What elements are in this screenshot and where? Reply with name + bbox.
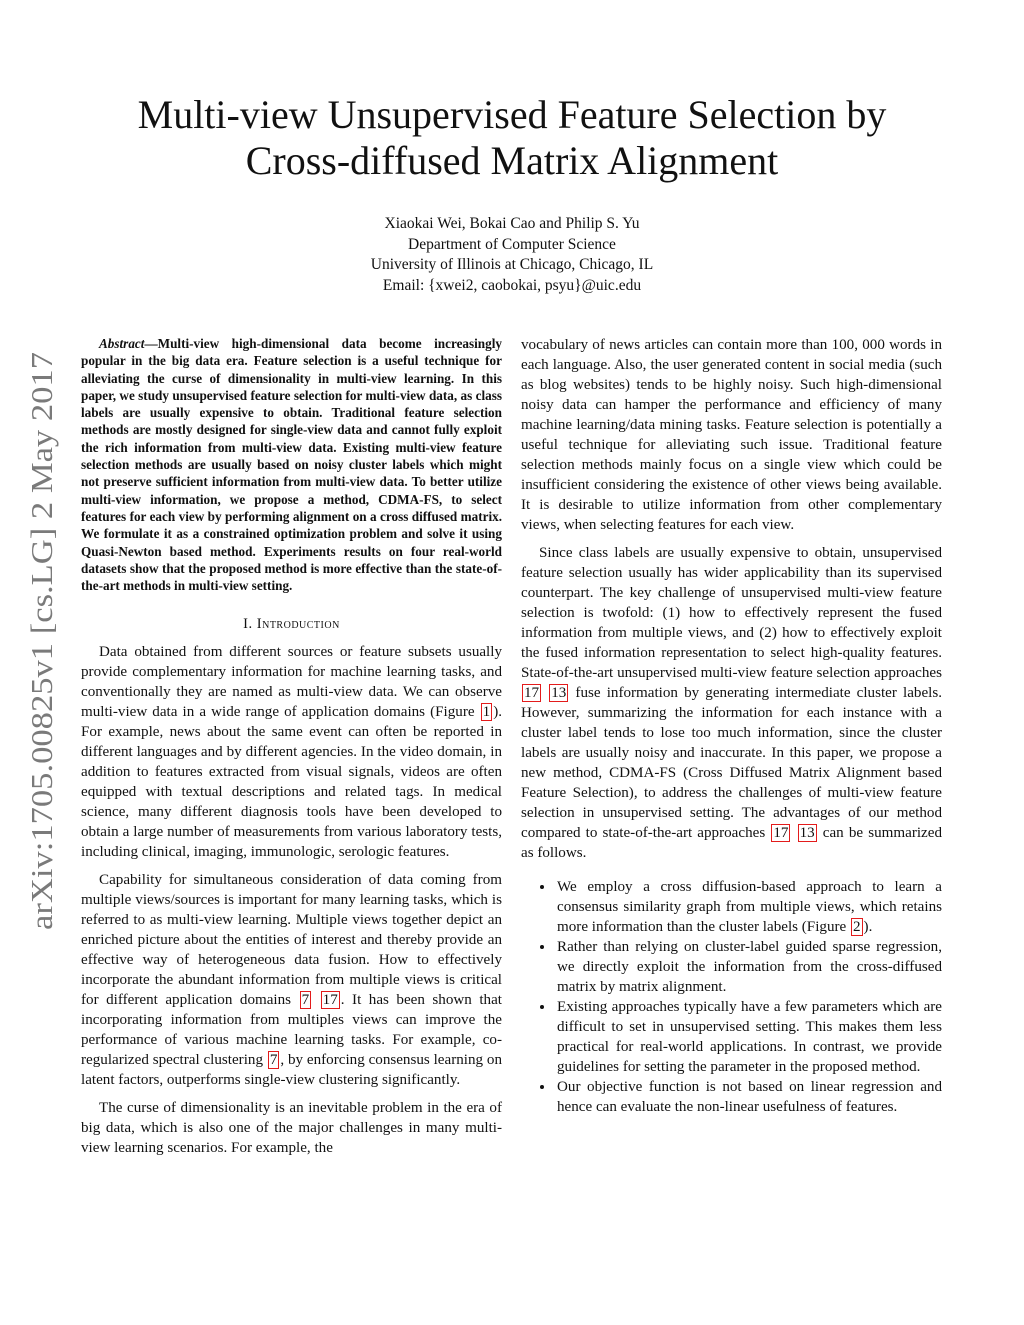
text-run: Rather than relying on cluster-label guided sparse regression, we directly exploit the information from the cross-diffused matrix by matrix alignment. <box>557 939 942 995</box>
text-run: can be summarized as follows. <box>521 825 943 861</box>
citation-link[interactable]: 17 <box>322 992 338 1009</box>
abstract-label: Abstract <box>99 336 145 351</box>
list-item <box>555 877 942 937</box>
abstract-text: —Multi-view high-dimensional data become increasingly popular in the big data era. Feature selection is a useful technique for alleviating the curse of dimensionality in multi-view learning. In this paper, we study unsupervised feature selection for multi-view data, as class labels are usually expensive to obtain. Traditional feature selection methods are mostly designed for single-view data and cannot fully exploit the rich information from multi-view data. Existing multi-view feature selection methods are usually based on noisy cluster labels which might not preserve sufficient information from multi-view data. To better utilize multi-view information, we propose a method, CDMA-FS, to select features for each view by performing alignment on a cross diffused matrix. We formulate it as a constrained optimization problem and solve it using Quasi-Newton based method. Experiments results on four real-world datasets show that the proposed method is more effective than the state-of-the-art methods in multi-view setting. <box>81 336 502 594</box>
contributions-list <box>521 877 942 1117</box>
text-run: . It has been shown that incorporating information from multiples views can improve the performance of various machine learning tasks. For example, co-regularized spectral clustering <box>81 992 502 1069</box>
intro-paragraph-4 <box>521 543 942 863</box>
section-title: Introduction <box>256 616 340 633</box>
author-names: Xiaokai Wei, Bokai Cao and Philip S. Yu <box>384 215 640 232</box>
paper-title <box>60 92 964 184</box>
citation-link[interactable]: 13 <box>551 685 567 701</box>
right-column <box>521 335 942 1117</box>
text-run: Our objective function is not based on linear regression and hence can evaluate the non-linear usefulness of features. <box>557 1079 942 1115</box>
arxiv-identifier-svg <box>20 350 60 930</box>
text-run: fuse information by generating intermediate cluster labels. However, summarizing the information for each instance with a cluster label tends to lose too much information, since the cluster labels are usually noisy and inaccurate. In this paper, we propose a new method, CDMA-FS (Cross Diffused Matrix Alignment based Feature Selection), to address the challenges of multi-view feature selection in unsupervised setting. The advantages of our method compared to state-of-the-art approaches <box>521 685 942 841</box>
figure-ref-link[interactable]: 1 <box>482 704 491 721</box>
citation-link[interactable]: 7 <box>269 1052 278 1069</box>
arxiv-identifier-text: arXiv:1705.00825v1 [cs.LG] 2 May 2017 <box>24 411 59 930</box>
intro-paragraph-3: The curse of dimensionality is an inevitable problem in the era of big data, which is also one of the major challenges in many multi-view learning scenarios. For example, the <box>81 1100 502 1157</box>
author-department: Department of Computer Science <box>408 235 616 253</box>
list-item <box>555 997 942 1077</box>
text-run: ). <box>863 919 873 935</box>
citation-link[interactable]: 7 <box>301 992 310 1009</box>
text-run: Capability for simultaneous consideration of data coming from multiple views/sources is important for many learning tasks, which is referred to as multi-view learning. Multiple views together depict an enriched picture about the entities of interest and thereby provide an effective way of heterogeneous data fusion. How to effectively incorporate the abundant information from multiple views is critical for different application domains <box>81 872 502 1009</box>
list-item <box>555 937 942 997</box>
intro-paragraph-3-cont: vocabulary of news articles can contain more than 100, 000 words in each language. Also, the user generated content in social media (such as blog websites) tends to be highly noisy. Such high-dimensional noisy data can hamper the performance and efficiency of many machine learning/data mining tasks. Feature selection is potentially a useful technique for alleviating such issue. Traditional feature selection methods mainly focus on a single view which could be insufficient considering the existence of other views being available. It is desirable to utilize information from other complementary views, when selecting features for each view. <box>521 337 942 533</box>
intro-paragraph-1 <box>81 642 502 862</box>
text-run: Data obtained from different sources or feature subsets usually provide complementary information for machine learning tasks, and conventionally they are named as multi-view data. We can observe multi-view data in a wide range of application domains (Figure <box>81 644 502 721</box>
section-heading-introduction <box>81 614 502 634</box>
citation-link[interactable]: 17 <box>773 825 789 841</box>
author-email: Email: {xwei2, caobokai, psyu}@uic.edu <box>382 276 642 294</box>
citation-link[interactable]: 17 <box>524 685 540 701</box>
section-number: I. <box>243 616 253 633</box>
title-line-2: Cross-diffused Matrix Alignment <box>245 138 779 183</box>
abstract <box>81 335 502 594</box>
author-university: University of Illinois at Chicago, Chicago, IL <box>370 256 654 273</box>
author-block <box>160 214 864 296</box>
intro-paragraph-2 <box>81 870 502 1090</box>
text-run: ). For example, news about the same event can often be reported in different languages and by different agencies. In the video domain, in addition to features extracted from visual signals, videos are often equipped with textual descriptions and related tags. In medical science, many different diagnosis tools have been developed to obtain a large number of measurements from various laboratory tests, including clinical, imaging, immunologic, serologic features. <box>81 704 502 861</box>
text-run: , by enforcing consensus learning on latent factors, outperforms single-view clustering significantly. <box>81 1052 502 1089</box>
text-run: We employ a cross diffusion-based approach to learn a consensus similarity graph from multiple views, which retains more information than the cluster labels (Figure <box>557 879 942 935</box>
citation-link[interactable]: 13 <box>799 825 815 841</box>
list-item <box>555 1077 942 1117</box>
figure-ref-link[interactable]: 2 <box>853 919 861 935</box>
arxiv-identifier <box>20 350 60 930</box>
text-run: Since class labels are usually expensive to obtain, unsupervised feature selection usually has wider applicability than its supervised counterpart. The key challenge of unsupervised multi-view feature selection is twofold: (1) how to effectively represent the fused information from multiple views, and (2) how to effectively exploit the fused information representation to select high-quality features. State-of-the-art unsupervised multi-view feature selection approaches <box>521 545 942 681</box>
title-line-1: Multi-view Unsupervised Feature Selection by <box>137 92 887 137</box>
text-run: Existing approaches typically have a few parameters which are difficult to set in unsupervised setting. This makes them less practical for real-world applications. In contrast, we provide guidelines for setting the parameter in the proposed method. <box>557 999 942 1075</box>
left-column <box>81 335 502 1166</box>
